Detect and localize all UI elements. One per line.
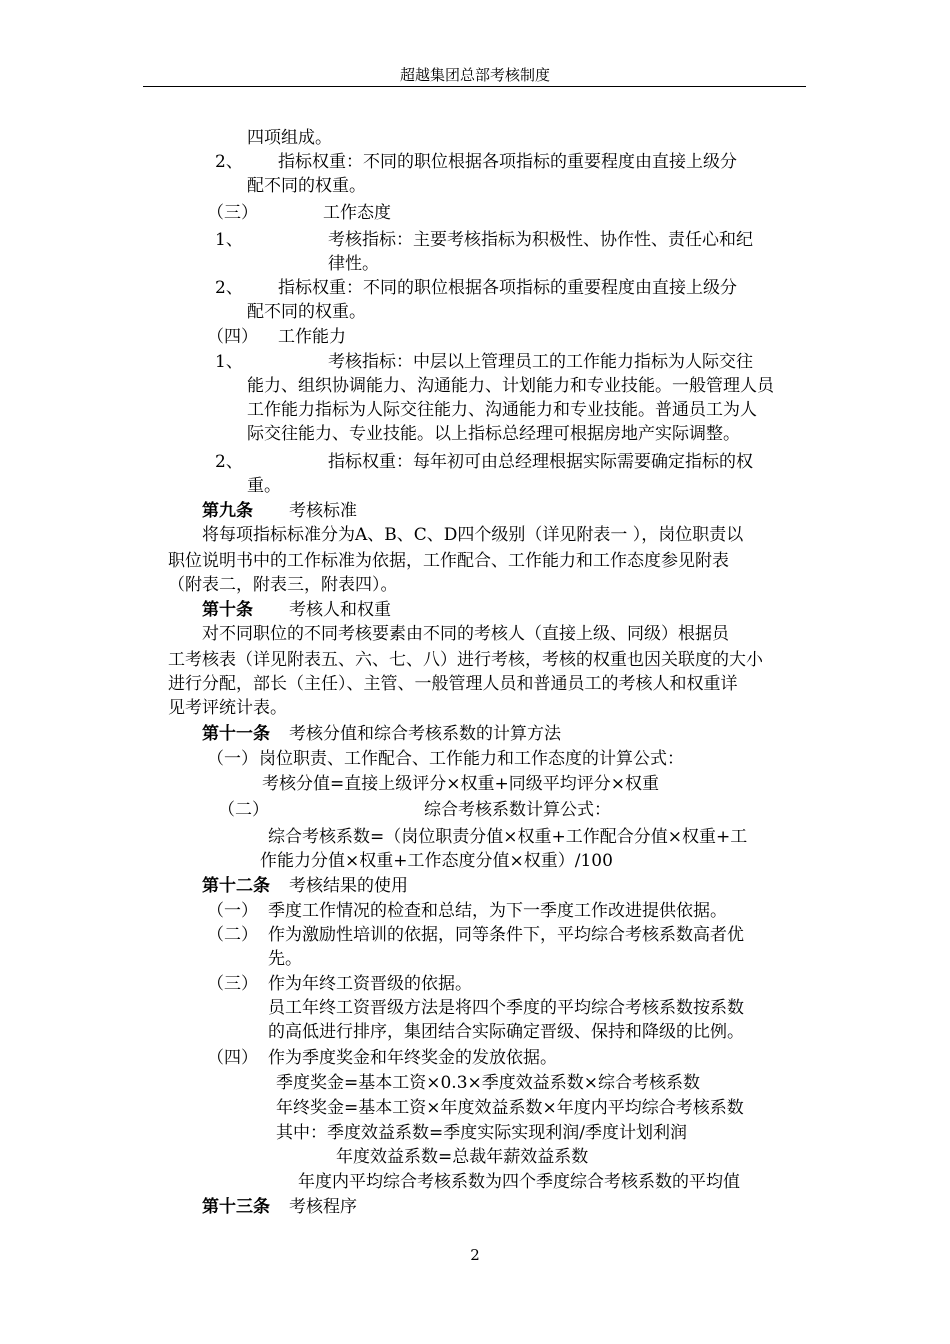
article-number: 第十三条: [202, 1197, 270, 1217]
text-line: 配不同的权重。: [247, 302, 366, 322]
formula-line: 综合考核系数=（岗位职责分值×权重+工作配合分值×权重+工: [268, 827, 748, 847]
text-line: 指标权重：每年初可由总经理根据实际需要确定指标的权: [328, 452, 753, 472]
article-number: 第九条: [202, 501, 253, 521]
article-title: 考核结果的使用: [289, 876, 408, 896]
section-number: （三）: [207, 203, 258, 223]
article-title: 考核人和权重: [289, 600, 391, 620]
text-line: 作为季度奖金和年终奖金的发放依据。: [268, 1048, 557, 1068]
section-number: （一）: [207, 901, 258, 921]
formula-line: 季度奖金=基本工资×0.3×季度效益系数×综合考核系数: [276, 1073, 701, 1093]
text-line: 指标权重：不同的职位根据各项指标的重要程度由直接上级分: [278, 152, 737, 172]
formula-line: 年终奖金=基本工资×年度效益系数×年度内平均综合考核系数: [276, 1098, 744, 1118]
item-number: 2、: [215, 452, 243, 472]
item-number: 1、: [215, 352, 243, 372]
text-line: 律性。: [328, 254, 379, 274]
item-number: 1、: [215, 230, 243, 250]
section-title: 工作能力: [278, 327, 346, 347]
formula-line: 其中：季度效益系数=季度实际实现利润/季度计划利润: [276, 1123, 687, 1143]
article-title: 考核分值和综合考核系数的计算方法: [289, 724, 561, 744]
text-line: 职位说明书中的工作标准为依据，工作配合、工作能力和工作态度参见附表: [168, 551, 729, 571]
text-line: （附表二，附表三，附表四）。: [168, 575, 398, 595]
text-line: 作为激励性培训的依据，同等条件下，平均综合考核系数高者优: [268, 925, 744, 945]
text-line: 重。: [247, 476, 281, 496]
text-line: 考核指标：主要考核指标为积极性、协作性、责任心和纪: [328, 230, 753, 250]
text-line: 季度工作情况的检查和总结，为下一季度工作改进提供依据。: [268, 901, 727, 921]
section-number: （四）: [207, 1048, 258, 1068]
text-line: 际交往能力、专业技能。以上指标总经理可根据房地产实际调整。: [247, 424, 740, 444]
text-line: 先。: [268, 949, 302, 969]
text-line: 作为年终工资晋级的依据。: [268, 974, 472, 994]
text-line: 考核指标：中层以上管理员工的工作能力指标为人际交往: [328, 352, 753, 372]
section-number: （四）: [207, 327, 258, 347]
text-line: 员工年终工资晋级方法是将四个季度的平均综合考核系数按系数: [268, 998, 744, 1018]
article-number: 第十二条: [202, 876, 270, 896]
section-title: 工作态度: [323, 203, 391, 223]
article-number: 第十条: [202, 600, 253, 620]
text-line: 综合考核系数计算公式：: [424, 800, 611, 820]
text-line: 工考核表（详见附表五、六、七、八）进行考核，考核的权重也因关联度的大小: [168, 650, 763, 670]
text-line: 指标权重：不同的职位根据各项指标的重要程度由直接上级分: [278, 278, 737, 298]
item-number: 2、: [215, 152, 243, 172]
section-number: （三）: [207, 974, 258, 994]
text-line: 四项组成。: [247, 128, 332, 148]
text-line: 工作能力指标为人际交往能力、沟通能力和专业技能。普通员工为人: [247, 400, 757, 420]
text-line: 岗位职责、工作配合、工作能力和工作态度的计算公式：: [259, 749, 684, 769]
page-header-title: 超越集团总部考核制度: [399, 66, 550, 84]
article-number: 第十一条: [202, 724, 270, 744]
text-line: 的高低进行排序，集团结合实际确定晋级、保持和降级的比例。: [268, 1022, 744, 1042]
text-line: 能力、组织协调能力、沟通能力、计划能力和专业技能。一般管理人员: [247, 376, 774, 396]
text-line: 见考评统计表。: [168, 698, 287, 718]
item-number: 2、: [215, 278, 243, 298]
text-line: 进行分配，部长（主任）、主管、一般管理人员和普通员工的考核人和权重详: [168, 674, 738, 694]
text-line: 配不同的权重。: [247, 176, 366, 196]
article-title: 考核程序: [289, 1197, 357, 1217]
header-rule: [143, 86, 806, 87]
section-number: （一）: [207, 749, 258, 769]
text-line: 将每项指标标准分为A、B、C、D四个级别（详见附表一 ），岗位职责以: [202, 525, 744, 545]
section-number: （二）: [207, 925, 258, 945]
formula-line: 作能力分值×权重+工作态度分值×权重）/100: [260, 851, 613, 871]
page-number: 2: [470, 1246, 480, 1264]
formula-line: 年度效益系数=总裁年薪效益系数: [336, 1147, 589, 1167]
text-line: 年度内平均综合考核系数为四个季度综合考核系数的平均值: [298, 1172, 740, 1192]
text-line: 对不同职位的不同考核要素由不同的考核人（直接上级、同级）根据员: [202, 624, 729, 644]
formula-line: 考核分值=直接上级评分×权重+同级平均评分×权重: [262, 774, 659, 794]
section-number: （二）: [218, 800, 269, 820]
article-title: 考核标准: [289, 501, 357, 521]
